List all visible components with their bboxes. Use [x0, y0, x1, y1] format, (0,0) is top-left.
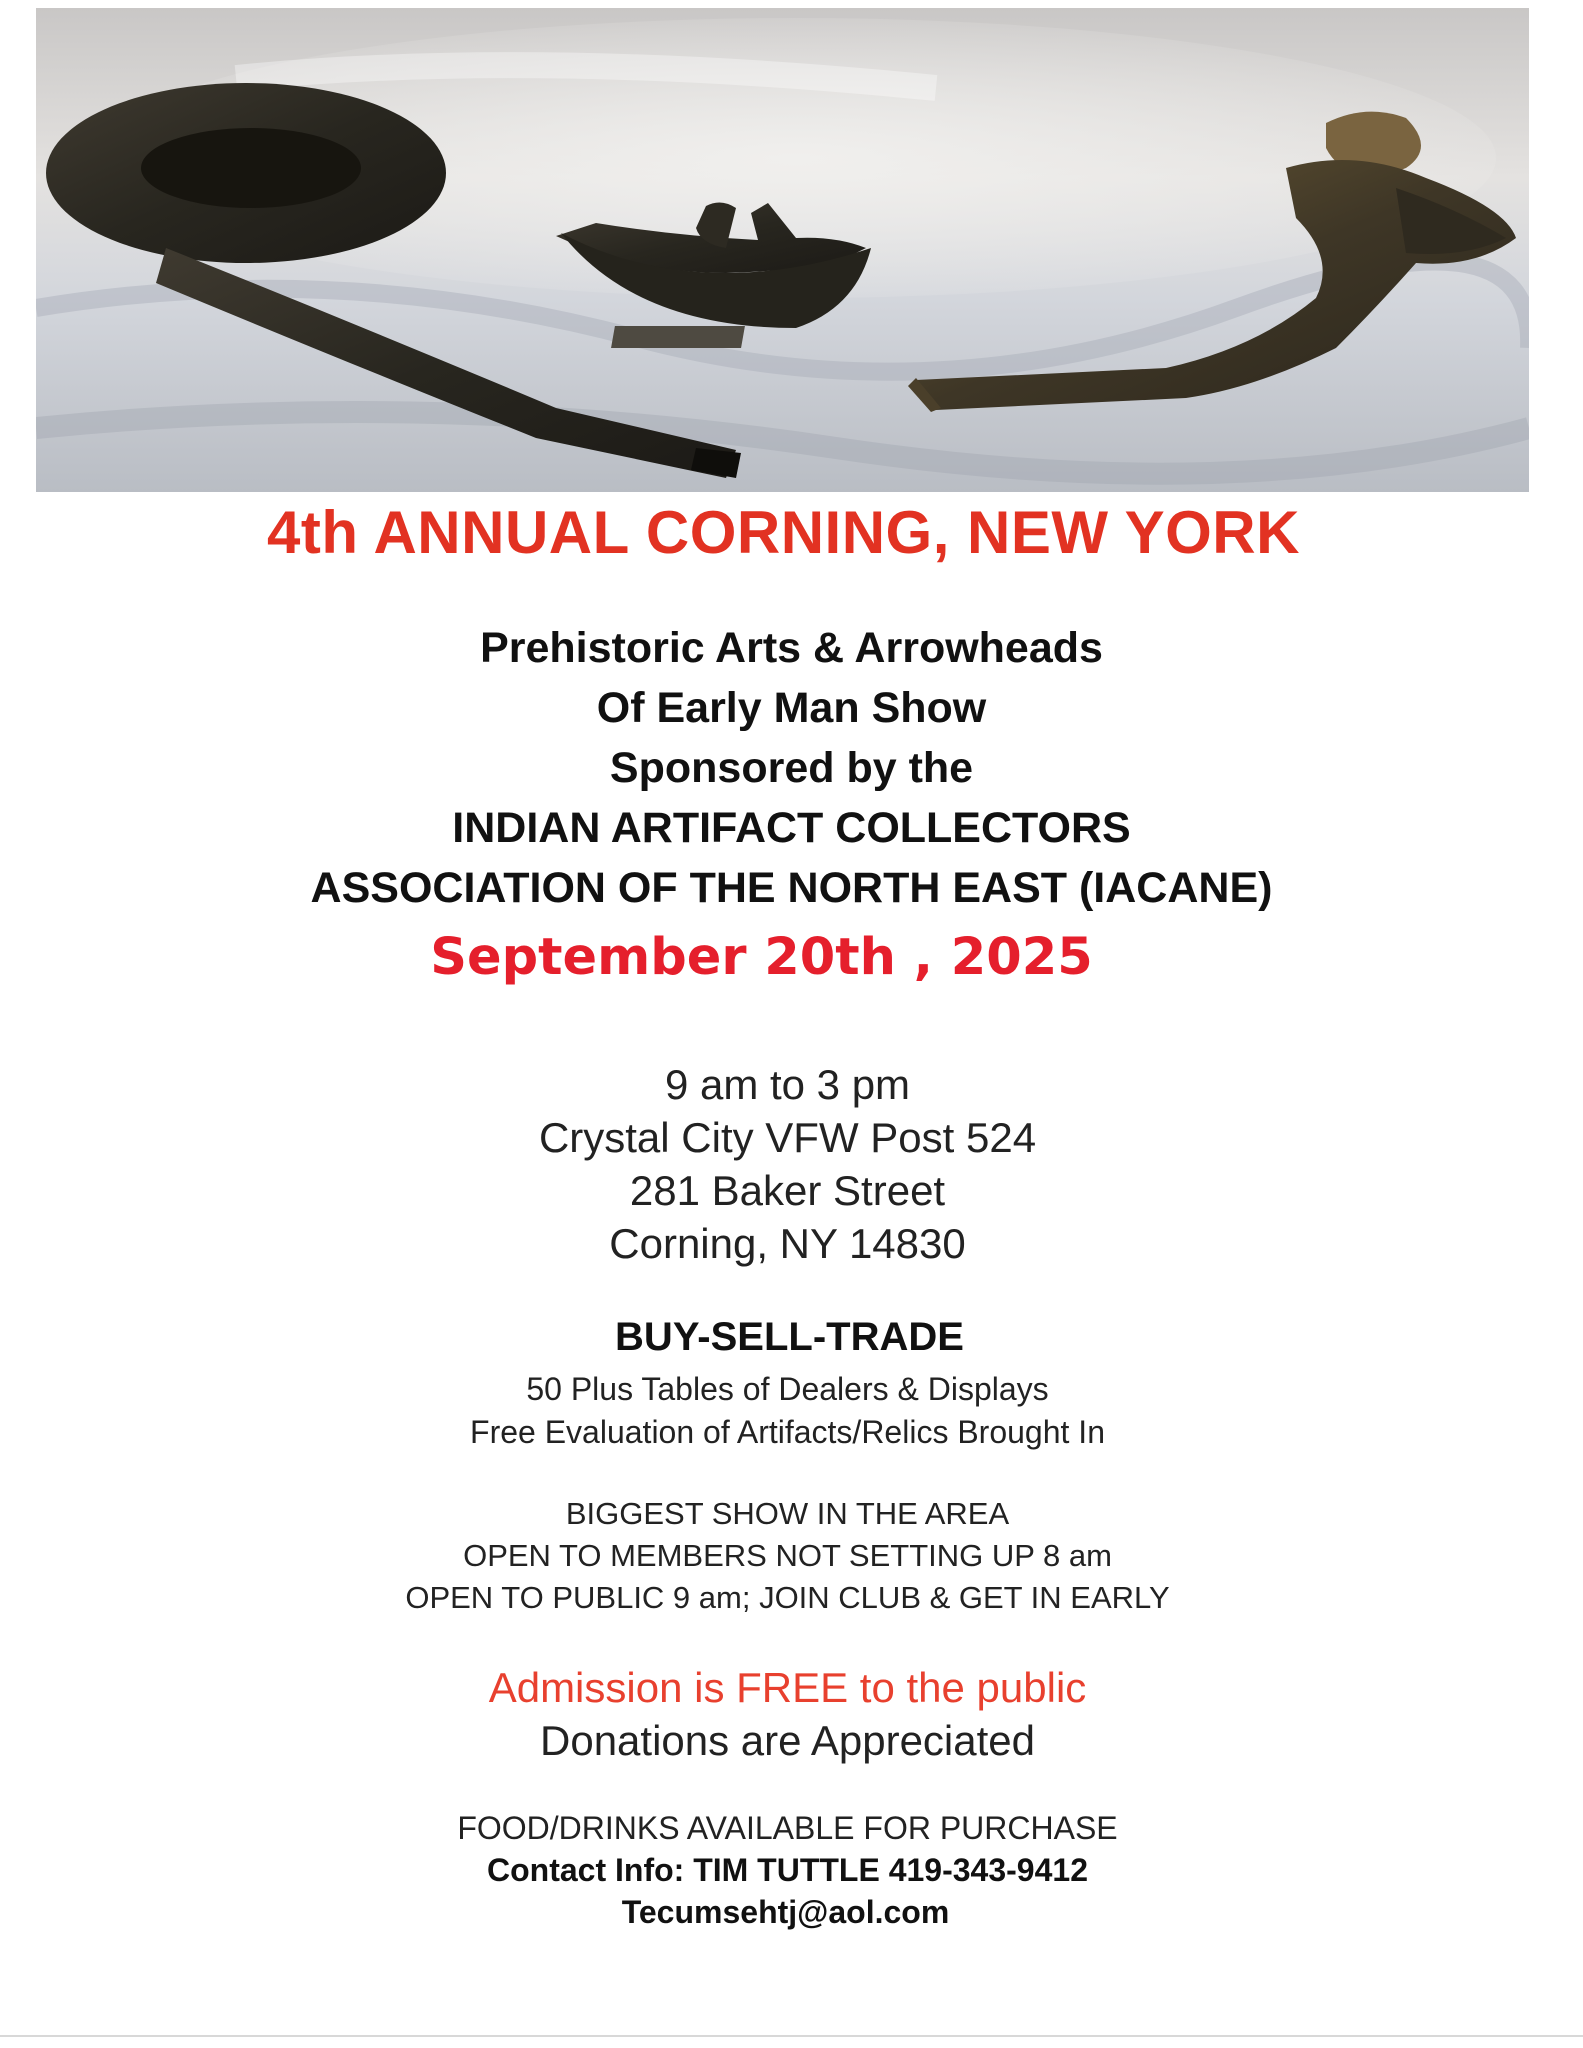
sponsor-line: Of Early Man Show — [596, 684, 987, 732]
admission-text: Admission is FREE to the public — [488, 1664, 1087, 1711]
sponsor-line: Prehistoric Arts & Arrowheads — [480, 624, 1103, 672]
info-line: OPEN TO MEMBERS NOT SETTING UP 8 am — [463, 1538, 1112, 1573]
detail-line: Free Evaluation of Artifacts/Relics Brought In — [470, 1414, 1105, 1450]
contact-email[interactable]: Tecumsehtj@aol.com — [621, 1894, 950, 1930]
buy-sell-heading: BUY-SELL-TRADE — [615, 1315, 964, 1359]
donations-text: Donations are Appreciated — [540, 1717, 1035, 1764]
event-hours: 9 am to 3 pm — [664, 1061, 911, 1108]
page-bottom-rule — [0, 2035, 1583, 2037]
detail-line: 50 Plus Tables of Dealers & Displays — [526, 1371, 1049, 1407]
info-line: OPEN TO PUBLIC 9 am; JOIN CLUB & GET IN EARLY — [405, 1580, 1170, 1615]
buy-sell-details — [0, 1368, 1579, 1454]
sponsor-line: INDIAN ARTIFACT COLLECTORS — [452, 804, 1131, 852]
event-title: 4th ANNUAL CORNING, NEW YORK — [267, 499, 1300, 566]
sponsor-block — [0, 618, 1583, 918]
event-date: September 20th , 2025 — [430, 928, 1093, 987]
contact-info: Contact Info: TIM TUTTLE 419-343-9412 — [487, 1852, 1088, 1888]
sponsor-line: ASSOCIATION OF THE NORTH EAST (IACANE) — [310, 864, 1273, 912]
venue-city: Corning, NY 14830 — [609, 1220, 966, 1267]
venue-street: 281 Baker Street — [629, 1167, 946, 1214]
info-line: BIGGEST SHOW IN THE AREA — [565, 1496, 1010, 1531]
food-text: FOOD/DRINKS AVAILABLE FOR PURCHASE — [457, 1810, 1118, 1846]
venue-block — [0, 1058, 1579, 1270]
artifacts-photo — [36, 8, 1529, 492]
sponsor-line: Sponsored by the — [609, 744, 974, 792]
info-block — [0, 1493, 1579, 1619]
venue-name: Crystal City VFW Post 524 — [538, 1114, 1037, 1161]
